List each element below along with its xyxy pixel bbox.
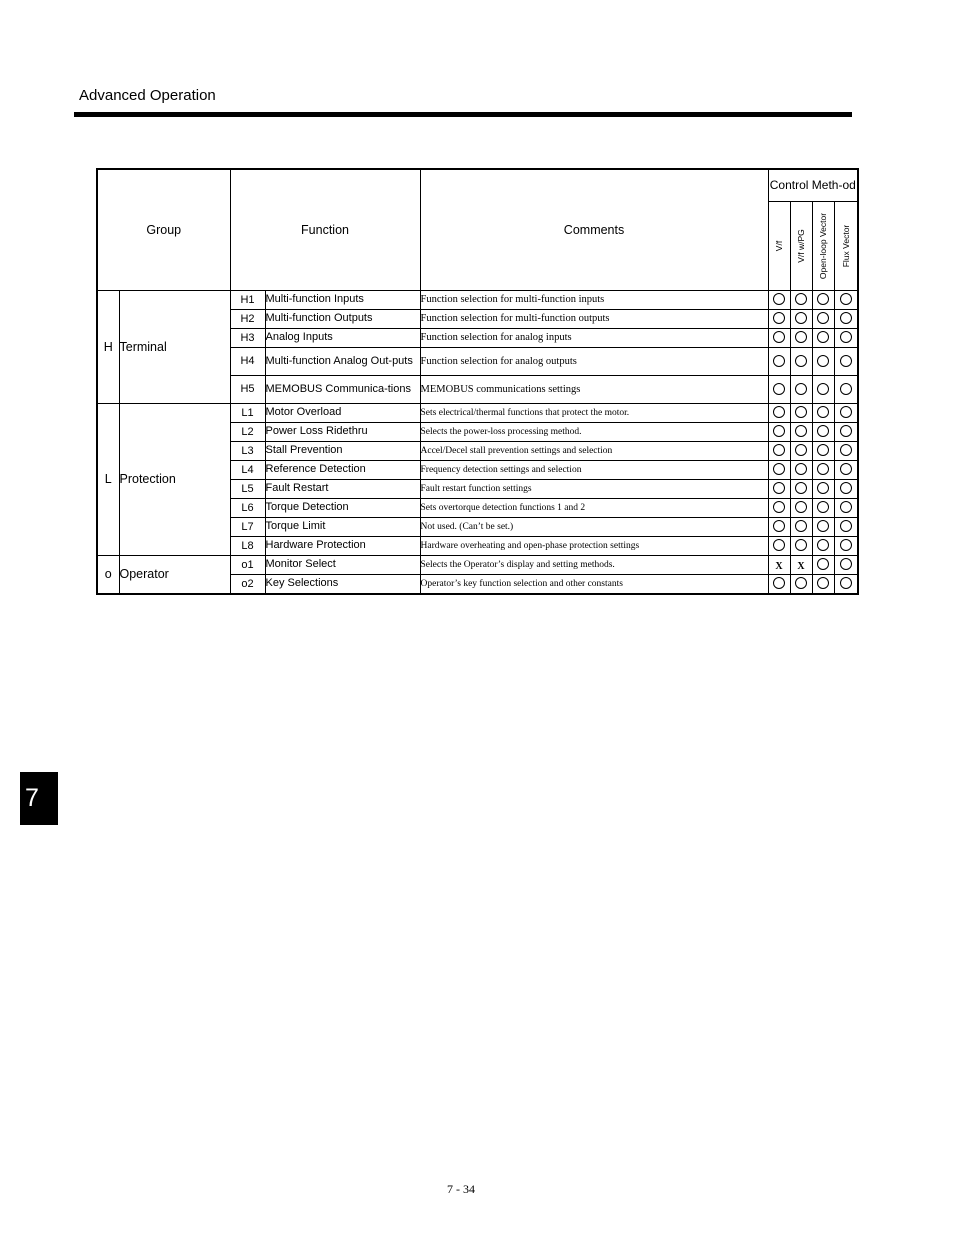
circle-icon	[795, 383, 807, 395]
circle-icon	[840, 520, 852, 532]
method-availability	[768, 479, 790, 498]
function-name: Reference Detection	[265, 460, 420, 479]
method-availability	[812, 555, 834, 574]
circle-icon	[817, 312, 829, 324]
circle-icon	[773, 520, 785, 532]
method-availability	[834, 403, 858, 422]
circle-icon	[773, 463, 785, 475]
circle-icon	[773, 355, 785, 367]
method-header-flux-vector: Flux Vector	[834, 201, 858, 290]
function-code: L7	[230, 517, 265, 536]
circle-icon	[840, 383, 852, 395]
table-body	[97, 290, 858, 594]
circle-icon	[840, 482, 852, 494]
circle-icon	[817, 577, 829, 589]
method-availability	[768, 498, 790, 517]
circle-icon	[817, 406, 829, 418]
function-name: Key Selections	[265, 574, 420, 594]
function-code: L1	[230, 403, 265, 422]
circle-icon	[773, 444, 785, 456]
method-availability	[768, 403, 790, 422]
method-availability	[768, 536, 790, 555]
circle-icon	[817, 539, 829, 551]
circle-icon	[773, 482, 785, 494]
function-comment: Operator’s key function selection and other constants	[420, 574, 768, 594]
method-availability	[812, 375, 834, 403]
method-header-open-loop-vector: Open-loop Vector	[812, 201, 834, 290]
method-availability	[834, 479, 858, 498]
function-comment: Selects the power-loss processing method.	[420, 422, 768, 441]
method-availability	[834, 517, 858, 536]
function-code: H1	[230, 290, 265, 309]
method-availability	[834, 422, 858, 441]
circle-icon	[840, 355, 852, 367]
group-letter: L	[97, 403, 119, 555]
method-availability	[768, 441, 790, 460]
function-code: H5	[230, 375, 265, 403]
circle-icon	[795, 355, 807, 367]
function-code: L6	[230, 498, 265, 517]
method-availability	[812, 460, 834, 479]
circle-icon	[840, 425, 852, 437]
function-code: L8	[230, 536, 265, 555]
circle-icon	[773, 406, 785, 418]
function-code: L4	[230, 460, 265, 479]
circle-icon	[773, 577, 785, 589]
circle-icon	[773, 539, 785, 551]
method-availability	[790, 536, 812, 555]
method-availability	[768, 347, 790, 375]
table-row	[97, 403, 858, 422]
method-availability	[812, 290, 834, 309]
function-comment: MEMOBUS communications settings	[420, 375, 768, 403]
method-availability	[790, 403, 812, 422]
circle-icon	[795, 425, 807, 437]
function-name: Monitor Select	[265, 555, 420, 574]
circle-icon	[840, 558, 852, 570]
function-comment: Sets overtorque detection functions 1 and 2	[420, 498, 768, 517]
circle-icon	[817, 463, 829, 475]
circle-icon	[840, 577, 852, 589]
circle-icon	[795, 463, 807, 475]
page-number: 7 - 34	[447, 1182, 475, 1196]
method-availability	[768, 422, 790, 441]
circle-icon	[795, 539, 807, 551]
circle-icon	[840, 539, 852, 551]
function-comment: Frequency detection settings and selection	[420, 460, 768, 479]
x-mark-icon: X	[797, 560, 805, 572]
method-availability	[834, 574, 858, 594]
function-code: H4	[230, 347, 265, 375]
function-name: Power Loss Ridethru	[265, 422, 420, 441]
function-comment: Function selection for analog outputs	[420, 347, 768, 375]
circle-icon	[817, 444, 829, 456]
circle-icon	[773, 501, 785, 513]
method-availability	[834, 309, 858, 328]
method-availability	[812, 328, 834, 347]
function-code: H2	[230, 309, 265, 328]
method-availability	[790, 422, 812, 441]
function-name: Motor Overload	[265, 403, 420, 422]
group-letter: o	[97, 555, 119, 594]
function-code: L2	[230, 422, 265, 441]
function-comment: Function selection for multi-function outputs	[420, 309, 768, 328]
function-comment: Sets electrical/thermal functions that protect the motor.	[420, 403, 768, 422]
circle-icon	[773, 293, 785, 305]
method-availability	[834, 441, 858, 460]
method-availability	[768, 460, 790, 479]
circle-icon	[817, 501, 829, 513]
method-availability	[790, 498, 812, 517]
circle-icon	[817, 355, 829, 367]
circle-icon	[817, 331, 829, 343]
circle-icon	[840, 463, 852, 475]
method-availability	[790, 479, 812, 498]
function-name: Multi-function Analog Out-puts	[265, 347, 420, 375]
function-name: Fault Restart	[265, 479, 420, 498]
method-availability	[812, 403, 834, 422]
circle-icon	[840, 501, 852, 513]
method-availability	[812, 536, 834, 555]
function-name: Torque Detection	[265, 498, 420, 517]
control-method-header: Control Meth-od	[768, 169, 858, 201]
circle-icon	[795, 520, 807, 532]
chapter-tab: 7	[20, 772, 58, 825]
method-availability	[834, 555, 858, 574]
function-name: Multi-function Outputs	[265, 309, 420, 328]
parameter-groups-table	[96, 168, 859, 595]
method-availability	[790, 460, 812, 479]
circle-icon	[840, 331, 852, 343]
function-code: L5	[230, 479, 265, 498]
circle-icon	[773, 331, 785, 343]
circle-icon	[817, 383, 829, 395]
method-availability	[790, 517, 812, 536]
method-availability	[790, 347, 812, 375]
function-name: MEMOBUS Communica-tions	[265, 375, 420, 403]
method-availability	[834, 460, 858, 479]
circle-icon	[817, 482, 829, 494]
function-comment: Fault restart function settings	[420, 479, 768, 498]
function-code: o2	[230, 574, 265, 594]
circle-icon	[795, 406, 807, 418]
method-availability	[834, 290, 858, 309]
method-availability	[790, 309, 812, 328]
function-comment: Function selection for analog inputs	[420, 328, 768, 347]
function-comment: Accel/Decel stall prevention settings and selection	[420, 441, 768, 460]
function-comment: Hardware overheating and open-phase protection settings	[420, 536, 768, 555]
table-row	[97, 290, 858, 309]
circle-icon	[773, 425, 785, 437]
method-availability	[812, 422, 834, 441]
circle-icon	[795, 331, 807, 343]
circle-icon	[795, 312, 807, 324]
function-code: L3	[230, 441, 265, 460]
method-availability	[768, 517, 790, 536]
method-availability	[790, 375, 812, 403]
function-comment: Not used. (Can’t be set.)	[420, 517, 768, 536]
function-comment: Selects the Operator’s display and setting methods.	[420, 555, 768, 574]
circle-icon	[795, 501, 807, 513]
circle-icon	[840, 406, 852, 418]
group-letter: H	[97, 290, 119, 403]
circle-icon	[773, 383, 785, 395]
function-name: Stall Prevention	[265, 441, 420, 460]
function-name: Torque Limit	[265, 517, 420, 536]
group-name: Operator	[119, 555, 230, 594]
method-availability	[812, 441, 834, 460]
method-availability	[834, 536, 858, 555]
method-availability	[790, 555, 812, 574]
x-mark-icon: X	[775, 560, 783, 572]
circle-icon	[817, 558, 829, 570]
method-header-vf: V/f	[768, 201, 790, 290]
circle-icon	[817, 520, 829, 532]
group-header: Group	[97, 169, 230, 290]
function-name: Multi-function Inputs	[265, 290, 420, 309]
circle-icon	[817, 293, 829, 305]
method-header-vf-pg: V/f w/PG	[790, 201, 812, 290]
method-availability	[790, 328, 812, 347]
method-availability	[790, 290, 812, 309]
method-availability	[768, 290, 790, 309]
method-availability	[768, 328, 790, 347]
method-availability	[812, 479, 834, 498]
method-availability	[768, 309, 790, 328]
page-header-title: Advanced Operation	[79, 87, 216, 104]
group-name: Terminal	[119, 290, 230, 403]
circle-icon	[773, 312, 785, 324]
circle-icon	[795, 577, 807, 589]
group-name: Protection	[119, 403, 230, 555]
circle-icon	[840, 312, 852, 324]
circle-icon	[840, 444, 852, 456]
circle-icon	[795, 482, 807, 494]
table-row	[97, 555, 858, 574]
header-rule	[74, 112, 852, 117]
function-code: H3	[230, 328, 265, 347]
method-availability	[834, 347, 858, 375]
method-availability	[768, 574, 790, 594]
function-code: o1	[230, 555, 265, 574]
method-availability	[812, 574, 834, 594]
method-availability	[812, 309, 834, 328]
circle-icon	[795, 293, 807, 305]
comments-header: Comments	[420, 169, 768, 290]
function-comment: Function selection for multi-function inputs	[420, 290, 768, 309]
method-availability	[768, 555, 790, 574]
function-name: Hardware Protection	[265, 536, 420, 555]
method-availability	[768, 375, 790, 403]
function-name: Analog Inputs	[265, 328, 420, 347]
method-availability	[834, 498, 858, 517]
method-availability	[812, 517, 834, 536]
method-availability	[812, 347, 834, 375]
method-availability	[812, 498, 834, 517]
method-availability	[834, 375, 858, 403]
method-availability	[834, 328, 858, 347]
method-availability	[790, 441, 812, 460]
circle-icon	[795, 444, 807, 456]
method-availability	[790, 574, 812, 594]
circle-icon	[840, 293, 852, 305]
circle-icon	[817, 425, 829, 437]
function-header: Function	[230, 169, 420, 290]
